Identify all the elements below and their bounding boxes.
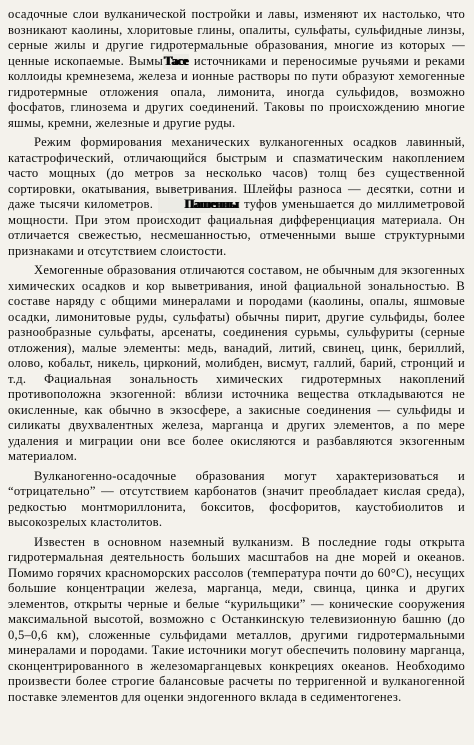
smudged-word: Тасе	[164, 53, 189, 68]
paragraph-hydrothermal-alteration	[8, 7, 465, 131]
smudged-word: Пашенны	[158, 197, 240, 213]
paragraph-text: туфов уменьшается до миллиметровой мощности. При этом происходит фациальная дифференциация материала. Он отличается свежестью, несмешанностью, отмеченными выше структурными признаками и отсутствием слоистости.	[8, 197, 465, 258]
paragraph-mechanical-sediments	[8, 135, 465, 259]
paragraph-text: Режим формирования механических вулканогенных осадков лавинный, катастрофический, отличающийся быстрым и спазматическим накоплением часто мощных (до метров за несколько часов) толщ без существенной сортировки, окатывания, выветривания. Шлейфы разноса — десятки, сотни и даже тысячи километров.	[8, 135, 465, 211]
paragraph-chemogenic-formations: Хемогенные образования отличаются составом, не обычным для экзогенных химических осадков и кор выветривания, иной фациальной зональностью. В составе наряду с общими минералами и породами (каолины, опалы, яшмовые осадки, лимонитовые руды, сульфаты) обычны пирит, другие сульфиды, более разнообразные сульфаты, арсенаты, соединения сурьмы, сульфуриты (серные отложения), малые элементы: медь, ванадий, литий, свинец, цинк, бериллий, олово, кобальт, никель, цирконий, молибден, висмут, галлий, барий, стронций и т.д. Фациальная зональность химических гидротермных накоплений противоположна экзогенной: вблизи источника вещества откладываются не окисленные, как обычно в экзосфере, а закисные соединения — сульфиды и силикаты двухвалентных железа, марганца и других элементов, а по мере удаления и миграции они все более окисляются и разбавляются экзогенным материалом.	[8, 263, 465, 463]
paragraph-text: осадочные слои вулканической постройки и лавы, изменяют их настолько, что возникают каолины, хлоритовые глины, опалиты, сульфаты, сульфидные линзы, серные жилы и другие гидротермальные образования, многие из которых — ценные ископаемые. Вымы	[8, 7, 465, 68]
paragraph-submarine-volcanism: Известен в основном наземный вулканизм. В последние годы открыта гидротермальная деятельность больших масштабов на дне морей и океанов. Помимо горячих красноморских рассолов (температура почти до 60°С), несущих большие концентрации железа, марганца, меди, свинца, цинка и других элементов, открыты черные и белые “курильщики” — конические сооружения максимальной высотой, возможно с Останкинскую телевизионную башню (до 0,5–0,6 км), сложенные сульфидами металлов, другими гидротермальными минералами и породами. Такие источники могут обеспечить половину марганца, сконцентрированного в железомарганцевых конкрециях океанов. Необходимо произвести более строгие балансовые расчеты по терригенной и вулканогенной поставке элементов для оценки эндогенного вклада в седиментогенез.	[8, 534, 465, 704]
paragraph-text: источниками и переносимые ручьями и реками коллоиды кремнезема, железа и ионные растворы по пути образуют хемогенные гидротермные отложения опала, лимонита, иногда сульфидов, возможно фосфатов, глинозема и других соединений. Таковы по происхождению многие яшмы, кремни, железные и другие руды.	[8, 53, 465, 130]
paragraph-volcanogenic-sedimentary: Вулканогенно-осадочные образования могут характеризоваться и “отрицательно” — отсутствием карбонатов (значит преобладает кислая среда), редкостью монтмориллонита, бокситов, фосфоритов, каустобиолитов и высокозрелых кластолитов.	[8, 468, 465, 529]
